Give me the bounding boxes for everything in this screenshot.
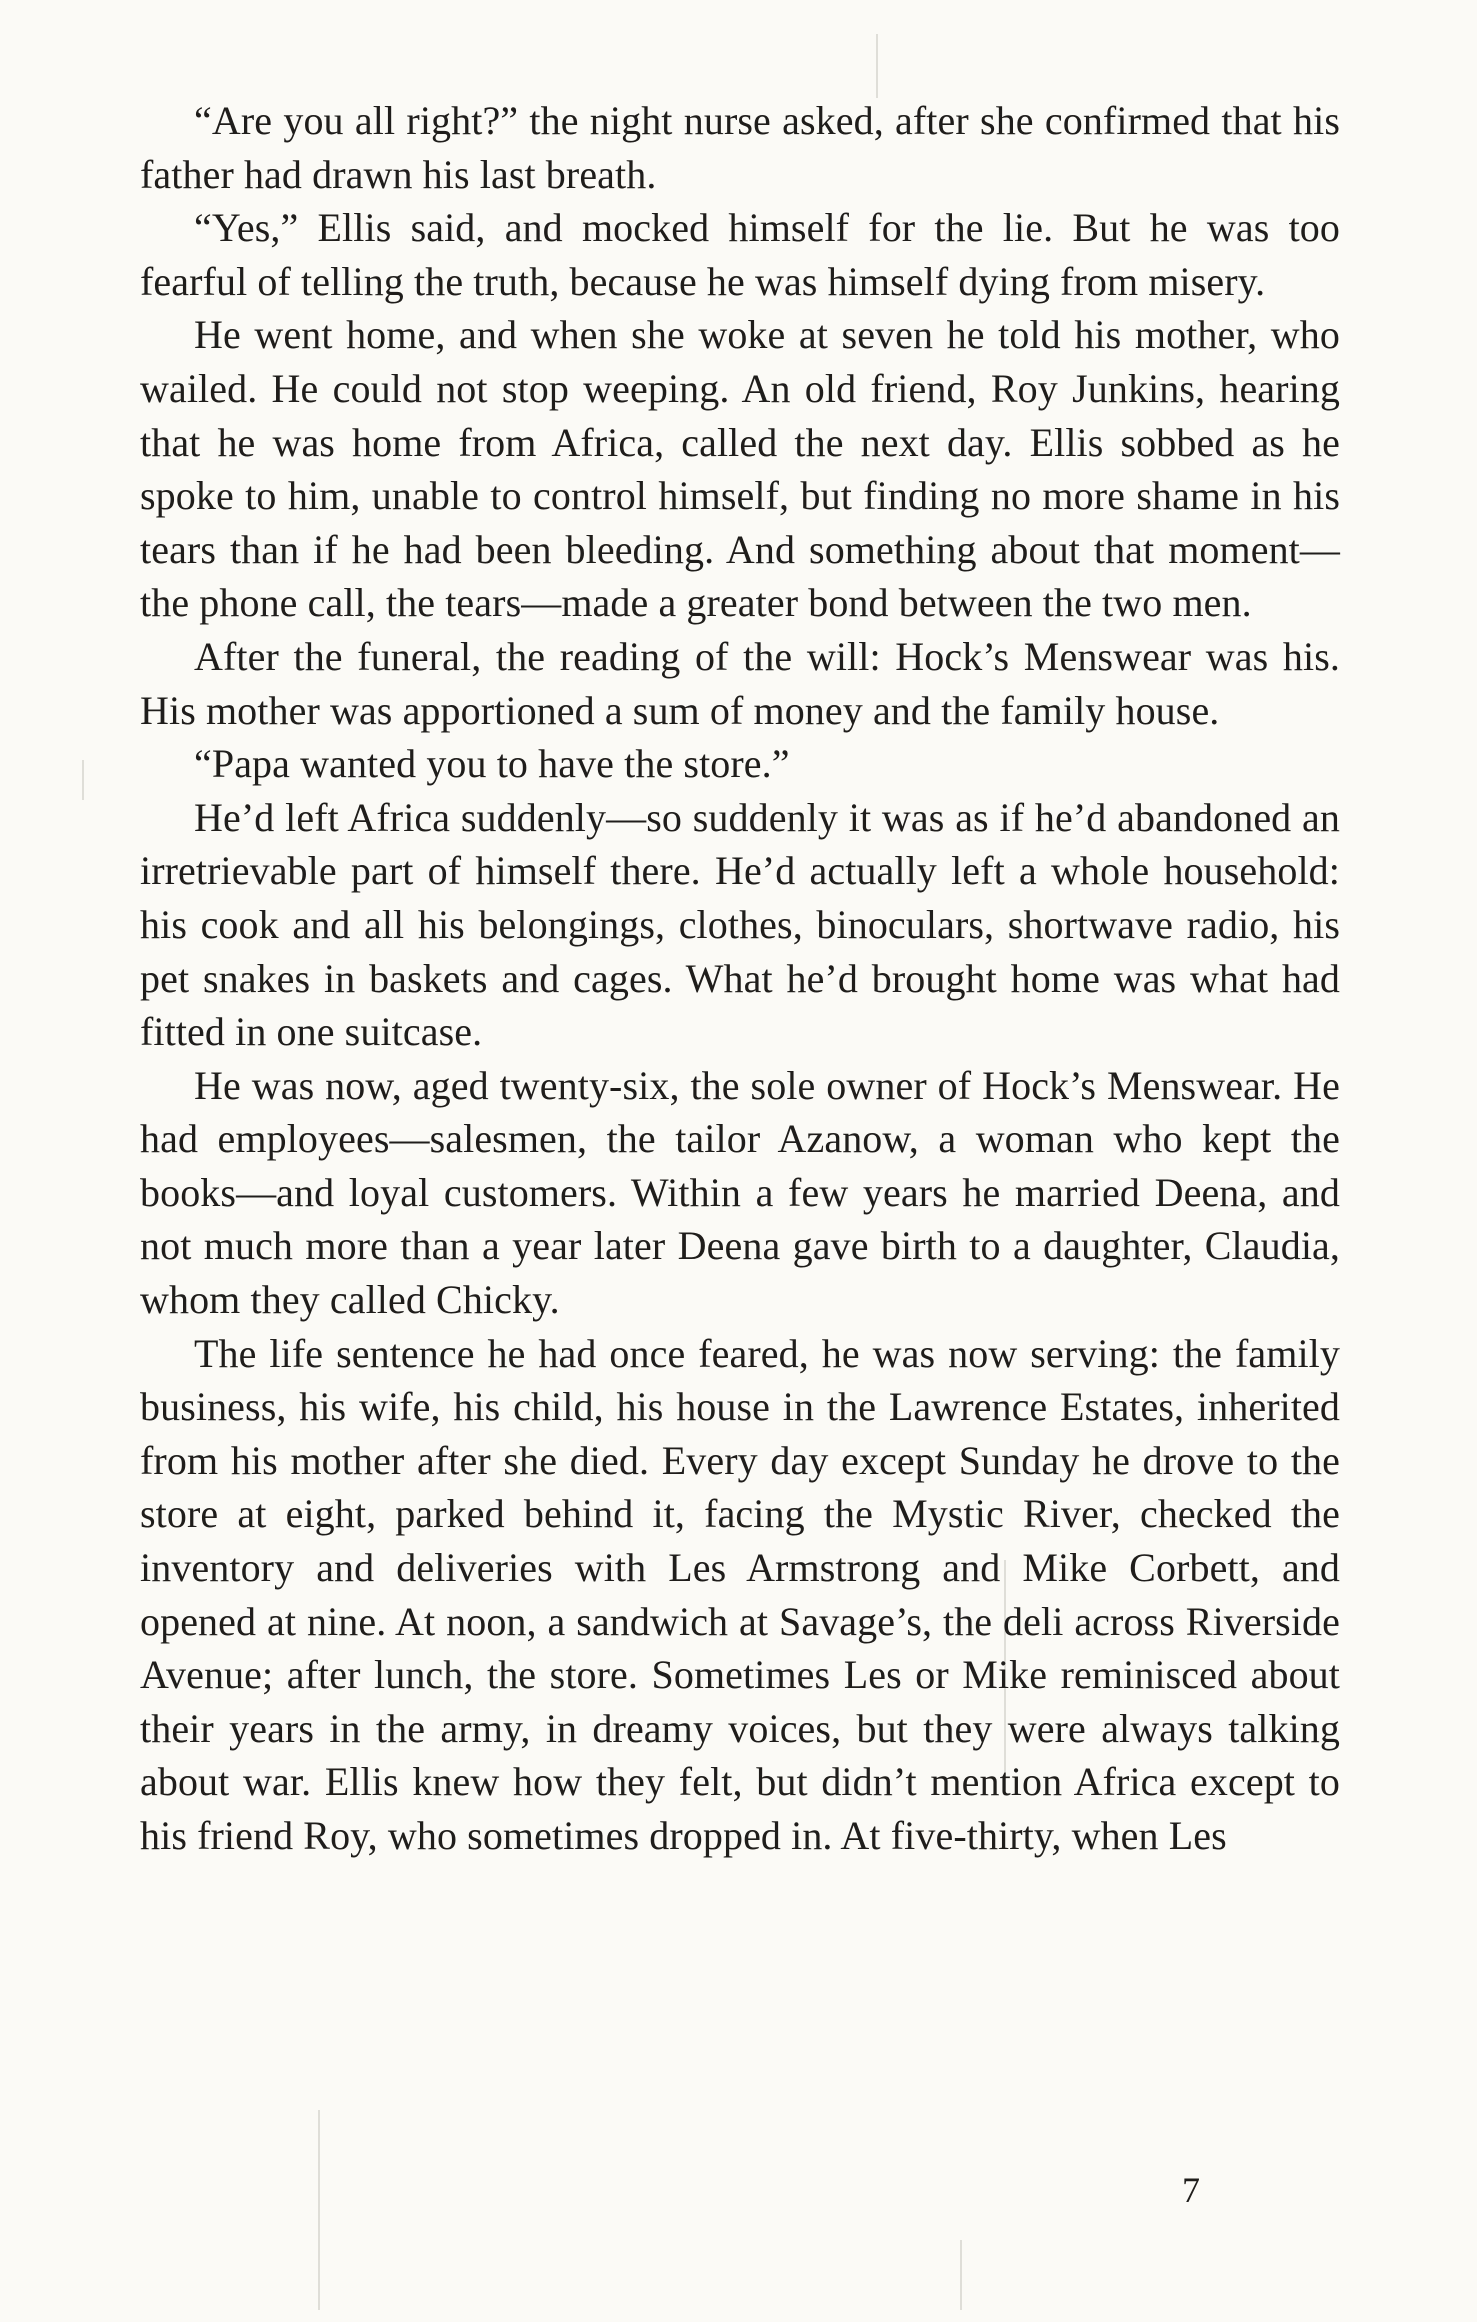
scan-mark-top (876, 34, 878, 98)
paragraph: He’d left Africa suddenly—so suddenly it was as if he’d abandoned an irretrievable part of himself there. He’d actually left a whole household: his cook and all his belongings, clothes, binoculars, shortwave radio, his pet snakes in baskets and cages. What he’d brought home was what had fitted in one suitcase. (140, 794, 1340, 1055)
paragraph: “Papa wanted you to have the store.” (194, 741, 790, 787)
scan-mark-left (82, 760, 84, 800)
paragraph: “Are you all right?” the night nurse asked, after she confirmed that his father had drawn his last breath. (140, 98, 1340, 197)
paragraph: He was now, aged twenty-six, the sole owner of Hock’s Menswear. He had employees—salesmen, the tailor Azanow, a woman who kept the books—and loyal customers. Within a few years he married Deena, and not much more than a year later Deena gave birth to a daughter, Claudia, whom they called Chicky. (140, 1062, 1340, 1323)
scan-mark-bottom-left (318, 2110, 320, 2310)
paragraph: After the funeral, the reading of the will: Hock’s Menswear was his. His mother was apportioned a sum of money and the family house. (140, 633, 1340, 733)
paragraph: “Yes,” Ellis said, and mocked himself for the lie. But he was too fearful of telling the truth, because he was himself dying from misery. (140, 205, 1340, 304)
paragraph: The life sentence he had once feared, he was now serving: the family business, his wife, his child, his house in the Lawrence Estates, inherited from his mother after she died. Every day except Sunday he drove to the store at eight, parked behind it, facing the Mystic River, checked the inventory and deliveries with Les Armstrong and Mike Corbett, and opened at nine. At noon, a sandwich at Savage’s, the deli across Riverside Avenue; after lunch, the store. Sometimes Les or Mike reminisced about their years in the army, in dreamy voices, but they were always talking about war. Ellis knew how they felt, but didn’t mention Africa except to his friend Roy, who sometimes dropped in. At five-thirty, when Les (140, 1330, 1340, 1858)
paragraph: He went home, and when she woke at seven he told his mother, who wailed. He could not stop weeping. An old friend, Roy Junkins, hearing that he was home from Africa, called the next day. Ellis sobbed as he spoke to him, unable to control himself, but finding no more shame in his tears than if he had been bleeding. And something about that moment—the phone call, the tears—made a greater bond between the two men. (140, 312, 1340, 626)
page-number: 7 (1182, 2170, 1200, 2210)
scan-mark-bottom-right (960, 2240, 962, 2310)
body-text (140, 94, 1340, 1863)
